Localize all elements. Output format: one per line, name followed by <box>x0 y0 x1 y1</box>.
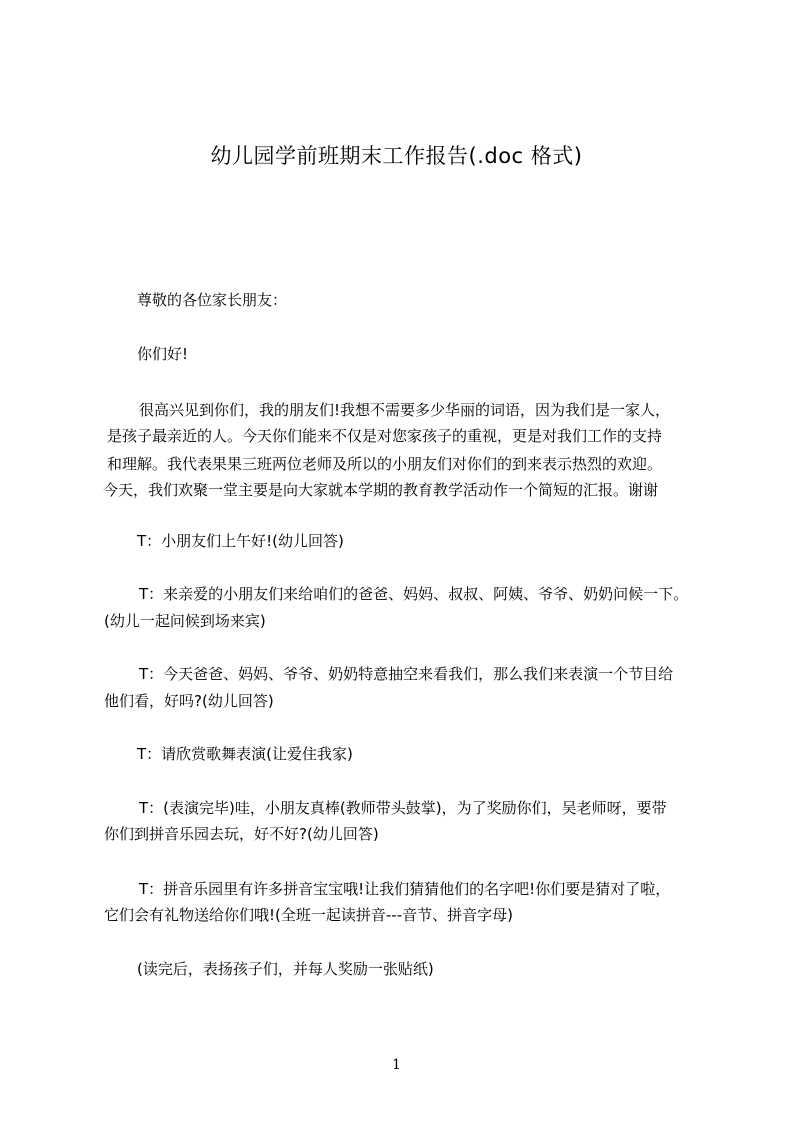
dialogue-2-line-2: (幼儿一起问候到场来宾) <box>104 612 266 630</box>
dialogue-5-line-2: 你们到拼音乐园去玩，好不好?(幼儿回答) <box>104 825 379 843</box>
dialogue-2-line-1: T：来亲爱的小朋友们来给咱们的爸爸、妈妈、叔叔、阿姨、爷爷、奶奶问候一下。 <box>139 585 689 603</box>
intro-line-3: 和理解。我代表果果三班两位老师及所以的小朋友们对你们的到来表示热烈的欢迎。 <box>107 455 663 473</box>
intro-line-2: 是孩子最亲近的人。今天你们能来不仅是对您家孩子的重视，更是对我们工作的支持 <box>107 427 663 445</box>
closing-line: (读完后，表扬孩子们，并每人奖励一张贴纸) <box>137 960 434 978</box>
hello-line: 你们好! <box>137 345 189 363</box>
intro-line-1: 很高兴见到你们，我的朋友们!我想不需要多少华丽的词语，因为我们是一家人， <box>139 401 671 419</box>
dialogue-1-line-1: T：小朋友们上午好!(幼儿回答) <box>137 532 344 550</box>
greeting-line: 尊敬的各位家长朋友： <box>137 291 288 309</box>
dialogue-6-line-2: 它们会有礼物送给你们哦!(全班一起读拼音---音节、拼音字母) <box>104 906 513 924</box>
document-title: 幼儿园学前班期末工作报告(.doc 格式) <box>210 144 583 168</box>
page-number: 1 <box>392 1057 401 1073</box>
dialogue-5-line-1: T：(表演完毕)哇，小朋友真棒(教师带头鼓掌)，为了奖励你们，吴老师呀，要带 <box>139 799 667 817</box>
intro-line-4: 今天，我们欢聚一堂主要是向大家就本学期的教育教学活动作一个简短的汇报。谢谢 <box>103 481 659 499</box>
dialogue-6-line-1: T：拼音乐园里有许多拼音宝宝哦!让我们猜猜他们的名字吧!你们要是猜对了啦， <box>139 880 671 898</box>
dialogue-4-line-1: T：请欣赏歌舞表演(让爱住我家) <box>137 745 353 763</box>
dialogue-3-line-1: T：今天爸爸、妈妈、爷爷、奶奶特意抽空来看我们，那么我们来表演一个节目给 <box>139 665 674 683</box>
dialogue-3-line-2: 他们看，好吗?(幼儿回答) <box>104 692 274 710</box>
